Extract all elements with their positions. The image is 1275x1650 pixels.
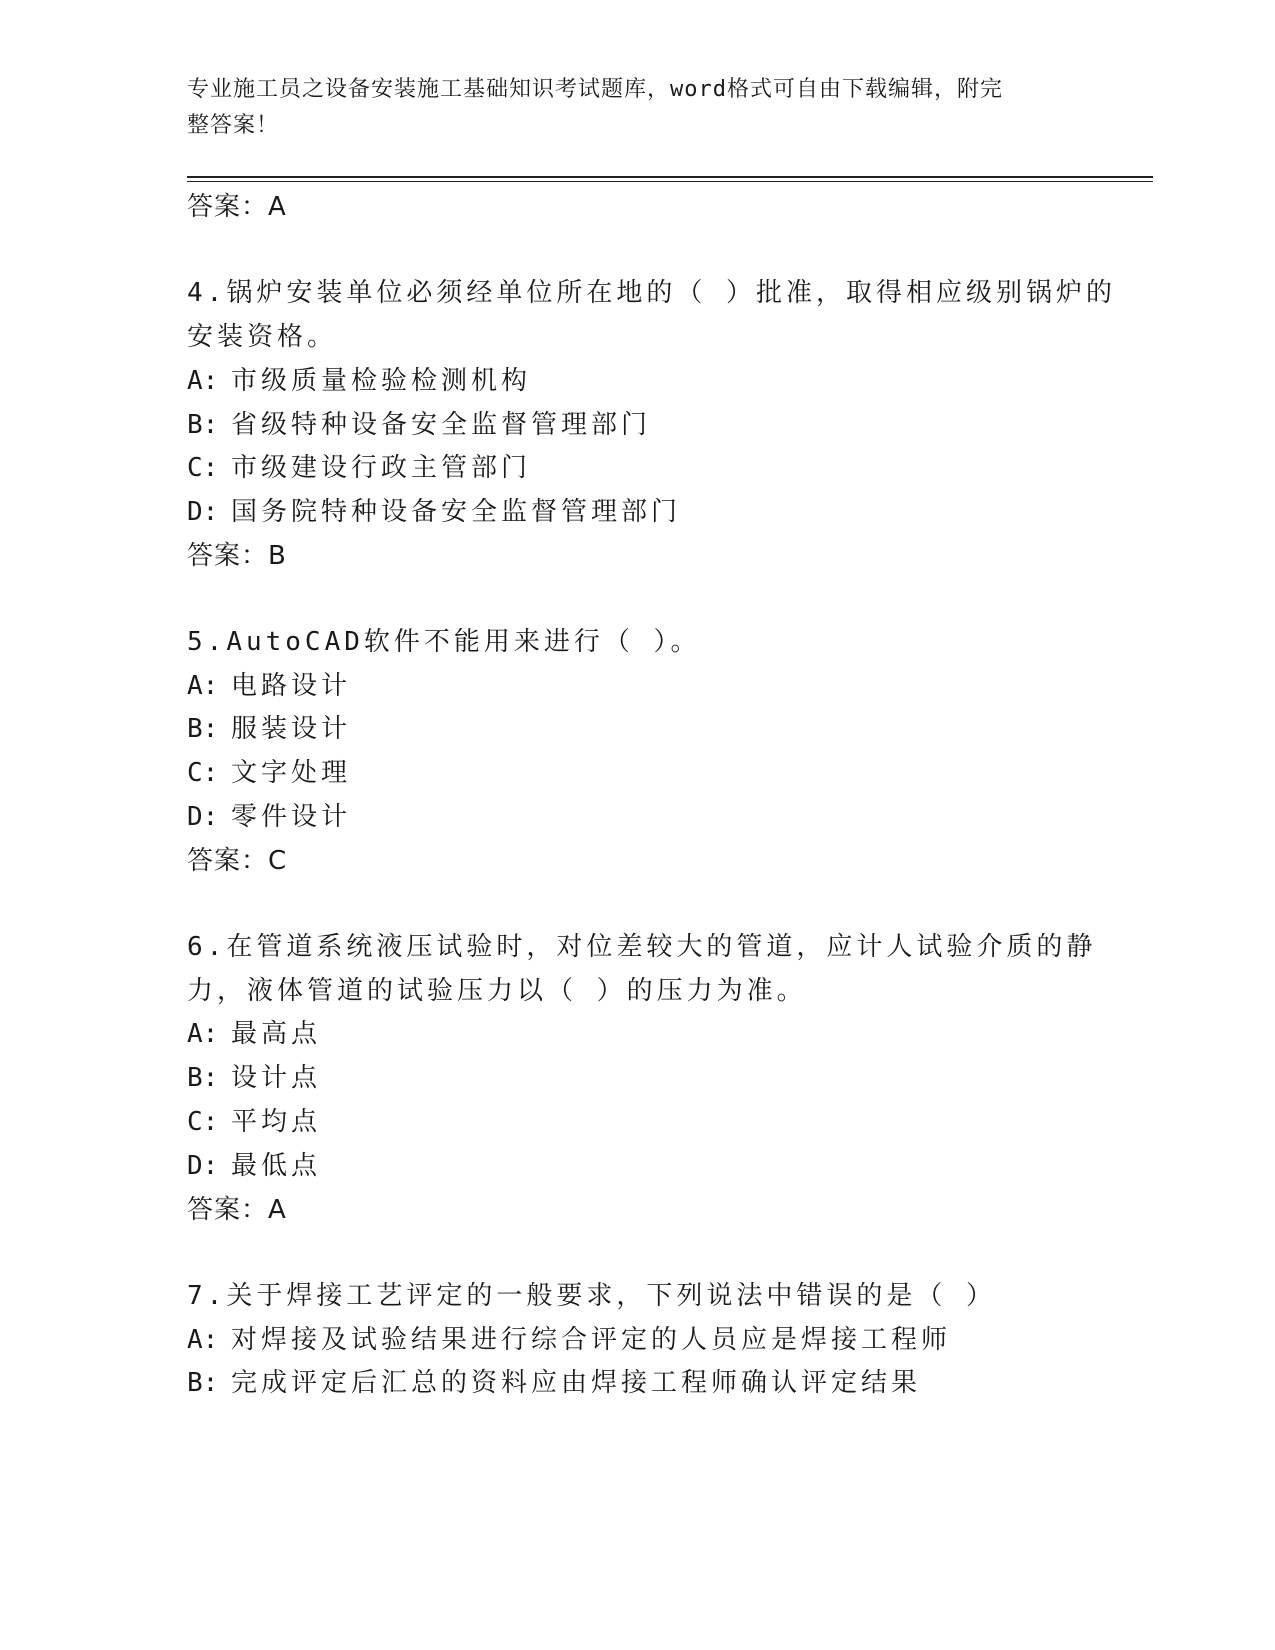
question-text: 力，液体管道的试验压力以（ ）的压力为准。 [187, 976, 807, 1006]
question-number: 4. [187, 278, 227, 308]
option-text: 文字处理 [231, 758, 352, 788]
answer-line [187, 840, 287, 877]
option-text: 设计点 [231, 1063, 322, 1093]
option-text: 电路设计 [231, 671, 352, 701]
answer-value: C [268, 846, 288, 876]
question-text: 在管道系统液压试验时，对位差较大的管道，应计人试验介质的静 [226, 932, 1097, 962]
question-stem-line [187, 970, 807, 1007]
option-text: 最高点 [231, 1019, 322, 1049]
option-text: 国务院特种设备安全监督管理部门 [231, 497, 682, 527]
option-line [187, 491, 681, 528]
option-line [187, 1362, 921, 1399]
option-line [187, 1057, 321, 1094]
question-stem-line [187, 316, 337, 353]
header-divider-thin [187, 181, 1153, 182]
answer-line [187, 535, 287, 572]
option-line [187, 360, 531, 397]
question-number: 5. [187, 627, 227, 657]
question-text: 锅炉安装单位必须经单位所在地的（ ）批准，取得相应级别锅炉的 [226, 278, 1116, 308]
option-key: B: [187, 410, 219, 440]
option-line [187, 1013, 321, 1050]
option-text: 市级建设行政主管部门 [231, 453, 532, 483]
option-line [187, 708, 351, 745]
header-line-1: 专业施工员之设备安装施工基础知识考试题库，word格式可自由下载编辑，附完 [187, 77, 1003, 102]
option-key: A: [187, 1019, 219, 1049]
option-key: D: [187, 802, 219, 832]
option-text: 对焊接及试验结果进行综合评定的人员应是焊接工程师 [231, 1325, 952, 1355]
question-stem-line [187, 621, 701, 658]
answer-value: A [268, 1195, 287, 1225]
option-key: B: [187, 1368, 219, 1398]
option-line [187, 447, 531, 484]
option-text: 最低点 [231, 1151, 322, 1181]
option-line [187, 1145, 321, 1182]
option-key: D: [187, 497, 219, 527]
question-stem-line [187, 926, 1096, 963]
option-key: B: [187, 1063, 219, 1093]
question-text: 安装资格。 [187, 322, 338, 352]
option-text: 零件设计 [231, 802, 352, 832]
question-number: 7. [187, 1281, 227, 1311]
option-key: C: [187, 453, 219, 483]
option-text: 完成评定后汇总的资料应由焊接工程师确认评定结果 [231, 1368, 922, 1398]
question-number: 6. [187, 932, 227, 962]
option-key: D: [187, 1151, 219, 1181]
option-key: A: [187, 366, 219, 396]
option-text: 平均点 [231, 1107, 322, 1137]
answer-value: B [268, 541, 287, 571]
question-text: AutoCAD软件不能用来进行（ ）。 [226, 627, 701, 657]
option-text: 市级质量检验检测机构 [231, 366, 532, 396]
option-key: B: [187, 714, 219, 744]
option-key: A: [187, 1325, 219, 1355]
answer-line [187, 1189, 287, 1226]
question-text: 关于焊接工艺评定的一般要求，下列说法中错误的是（ ） [226, 1281, 996, 1311]
answer-label: 答案： [187, 541, 269, 571]
answer-label: 答案： [187, 192, 269, 222]
answer-value: A [268, 192, 287, 222]
question-stem-line [187, 1275, 996, 1312]
answer-line [187, 186, 287, 223]
option-line [187, 752, 351, 789]
option-text: 省级特种设备安全监督管理部门 [231, 410, 652, 440]
option-line [187, 665, 351, 702]
option-key: C: [187, 1107, 219, 1137]
question-stem-line [187, 272, 1116, 309]
answer-label: 答案： [187, 846, 269, 876]
option-key: A: [187, 671, 219, 701]
header-line-2: 整答案！ [187, 113, 280, 138]
header-divider [187, 176, 1153, 178]
option-text: 服装设计 [231, 714, 352, 744]
option-line [187, 1101, 321, 1138]
answer-label: 答案： [187, 1195, 269, 1225]
option-line [187, 404, 651, 441]
option-key: C: [187, 758, 219, 788]
option-line [187, 796, 351, 833]
document-header [187, 72, 1067, 144]
option-line [187, 1319, 951, 1356]
